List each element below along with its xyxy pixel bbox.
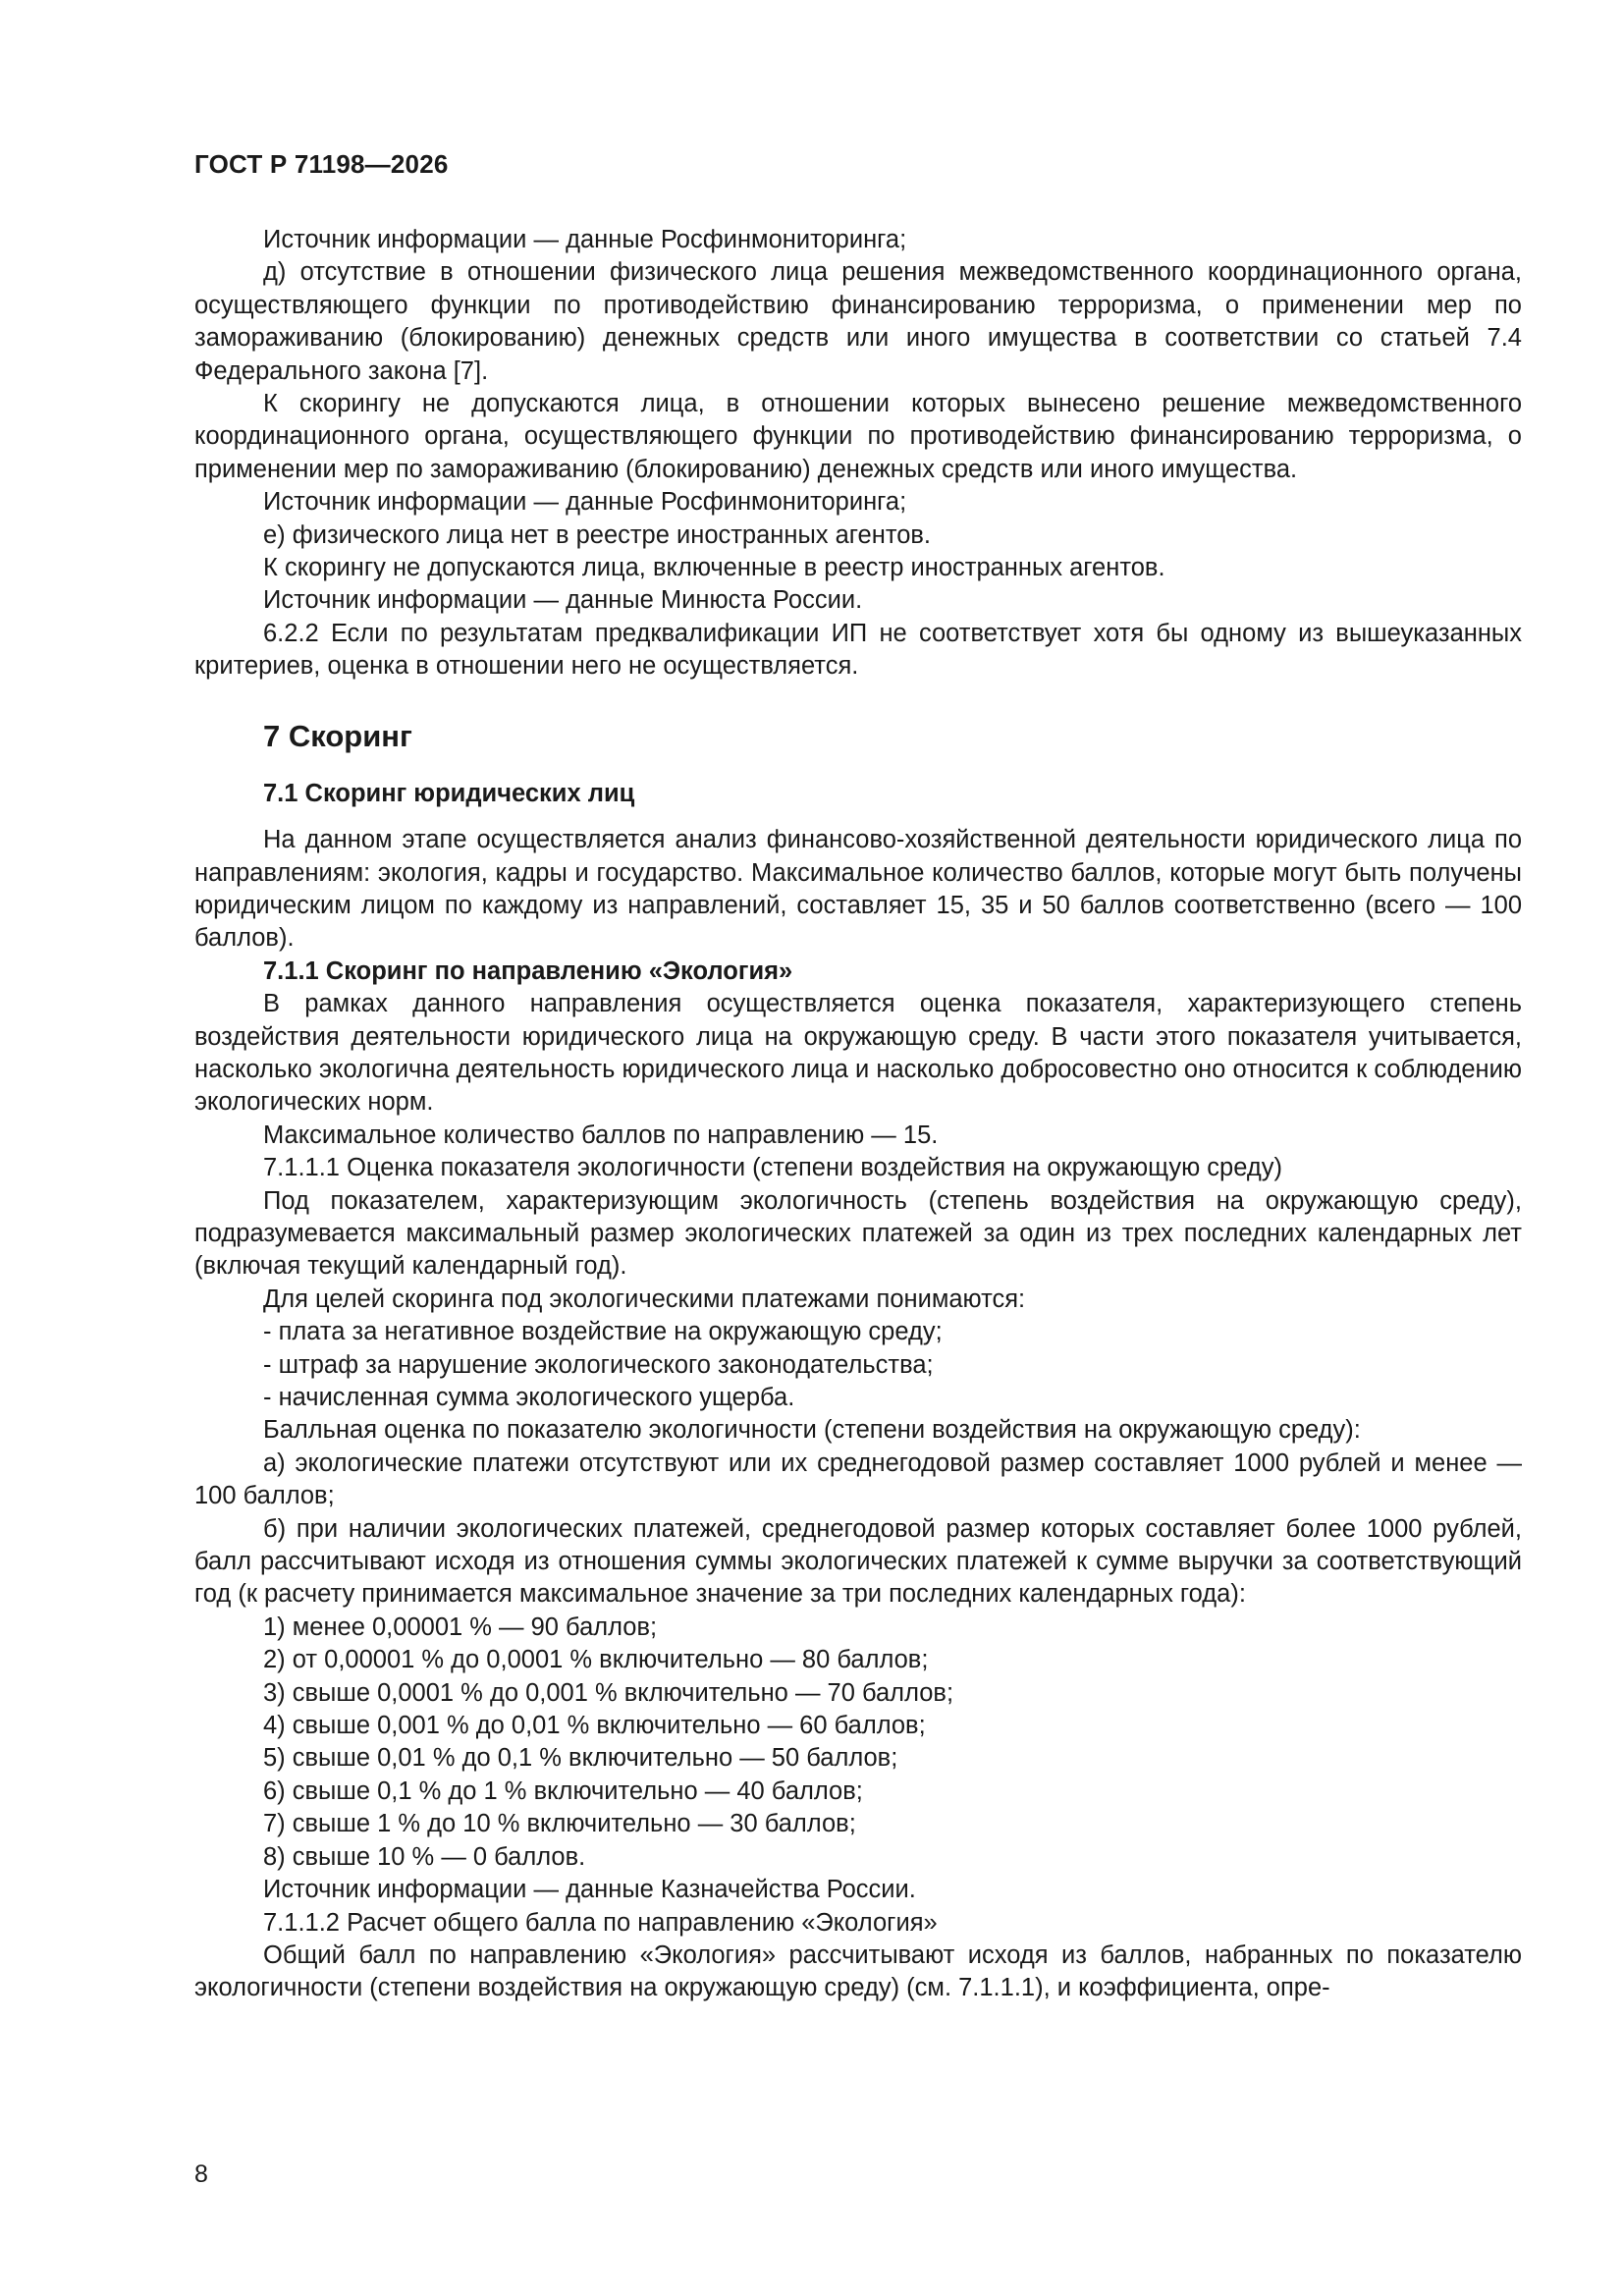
list-item: 3) свыше 0,0001 % до 0,001 % включительно — 70 баллов; <box>263 1678 954 1707</box>
paragraph: Источник информации — данные Росфинмониторинга; <box>263 226 907 253</box>
list-item: - начисленная сумма экологического ущерба. <box>263 1384 795 1411</box>
paragraph: б) при наличии экологических платежей, среднегодовой размер которых составляет более 1000 рублей, балл рассчитывают исходя из отношения суммы экологических платежей к сумме выручки за соответствующий год (к расчету принимается максимальное значение за три последних календарных года): <box>194 1514 1522 1609</box>
paragraph: д) отсутствие в отношении физического лица решения межведомственного координационного органа, осуществляющего функции по противодействию финансированию терроризма, о применении мер по замораживанию (блокированию) денежных средств или иного имущества в соответствии со статьей 7.4 Федерального закона [7]. <box>194 258 1522 385</box>
list-item: 7) свыше 1 % до 10 % включительно — 30 баллов; <box>263 1810 856 1838</box>
paragraph: Общий балл по направлению «Экология» рассчитывают исходя из баллов, набранных по показателю экологичности (степени воздействия на окружающую среду) (см. 7.1.1.1), и коэффициента, опре- <box>194 1941 1522 2002</box>
section-heading: 7 Скоринг <box>263 718 412 753</box>
list-item: - плата за негативное воздействие на окружающую среду; <box>263 1318 943 1346</box>
list-item: 4) свыше 0,001 % до 0,01 % включительно — 60 баллов; <box>263 1712 926 1740</box>
list-item: 5) свыше 0,01 % до 0,1 % включительно — 50 баллов; <box>263 1744 898 1773</box>
list-item: - штраф за нарушение экологического законодательства; <box>263 1350 934 1379</box>
list-item: 6) свыше 0,1 % до 1 % включительно — 40 баллов; <box>263 1777 863 1805</box>
paragraph: Максимальное количество баллов по направлению — 15. <box>263 1121 939 1149</box>
paragraph: Под показателем, характеризующим экологичность (степень воздействия на окружающую среду), подразумевается максимальный размер экологических платежей за один из трех последних календарных лет (включая текущий календарный год). <box>194 1186 1522 1281</box>
paragraph: К скорингу не допускаются лица, в отношении которых вынесено решение межведомственного координационного органа, осуществляющего функции по противодействию финансированию терроризма, о применении мер по замораживанию (блокированию) денежных средств или иного имущества. <box>194 390 1522 483</box>
paragraph: Источник информации — данные Минюста России. <box>263 586 863 615</box>
paragraph: 6.2.2 Если по результатам предквалификации ИП не соответствует хотя бы одному из вышеуказанных критериев, оценка в отношении него не осуществляется. <box>194 619 1522 681</box>
paragraph: К скорингу не допускаются лица, включенные в реестр иностранных агентов. <box>263 554 1165 582</box>
paragraph: а) экологические платежи отсутствуют или их среднегодовой размер составляет 1000 рублей и менее — 100 баллов; <box>194 1449 1522 1510</box>
list-item: 2) от 0,00001 % до 0,0001 % включительно — 80 баллов; <box>263 1646 929 1674</box>
document-body <box>194 224 1522 2005</box>
paragraph: Для целей скоринга под экологическими платежами понимаются: <box>263 1285 1026 1313</box>
page-number: 8 <box>194 2160 208 2188</box>
paragraph: е) физического лица нет в реестре иностранных агентов. <box>263 520 932 549</box>
subsubsection-heading: 7.1.1 Скоринг по направлению «Экология» <box>263 957 793 985</box>
paragraph: На данном этапе осуществляется анализ финансово-хозяйственной деятельности юридического лица по направлениям: экология, кадры и государство. Максимальное количество баллов, которые могут быть получены юридическим лицом по каждому из направлений, составляет 15, 35 и 50 баллов соответственно (всего — 100 баллов). <box>194 826 1522 953</box>
paragraph: Источник информации — данные Казначейства России. <box>263 1876 916 1904</box>
paragraph: Источник информации — данные Росфинмониторинга; <box>263 488 907 517</box>
subsection-heading: 7.1 Скоринг юридических лиц <box>263 779 635 807</box>
document-header: ГОСТ Р 71198—2026 <box>194 149 449 179</box>
paragraph: 7.1.1.2 Расчет общего балла по направлению «Экология» <box>263 1908 938 1937</box>
paragraph: 7.1.1.1 Оценка показателя экологичности (степени воздействия на окружающую среду) <box>263 1154 1282 1182</box>
list-item: 8) свыше 10 % — 0 баллов. <box>263 1842 586 1871</box>
paragraph: В рамках данного направления осуществляется оценка показателя, характеризующего степень воздействия деятельности юридического лица на окружающую среду. В части этого показателя учитывается, насколько экологична деятельность юридического лица и насколько добросовестно оно относится к соблюдению экологических норм. <box>194 990 1522 1117</box>
list-item: 1) менее 0,00001 % — 90 баллов; <box>263 1613 658 1641</box>
paragraph: Балльная оценка по показателю экологичности (степени воздействия на окружающую среду): <box>263 1416 1361 1445</box>
